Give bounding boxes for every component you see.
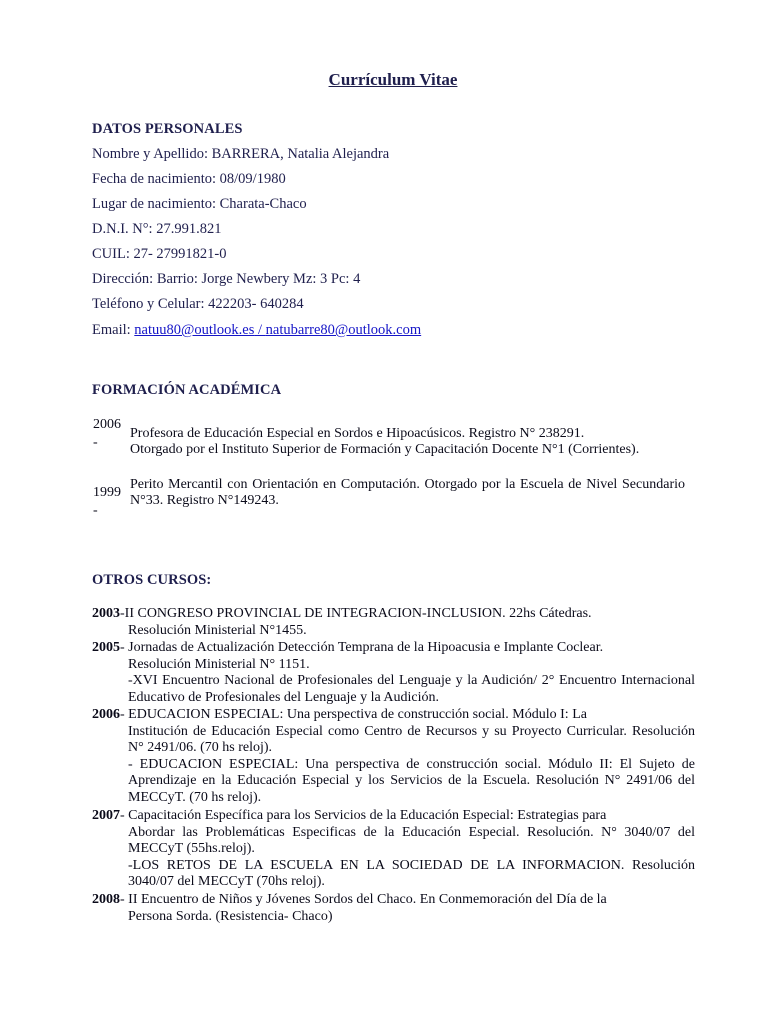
course-first-line xyxy=(92,892,695,909)
course-continuation-extra: - EDUCACION ESPECIAL: Una perspectiva de construcción social. Módulo II: El Sujeto de Aprendizaje en la Educación Especial y los Servicios de la Escuela. Resolución N° 2491/06 del MECCyT. (70 hs reloj). xyxy=(128,756,695,805)
formacion-year-1999 xyxy=(93,484,121,520)
formacion-item-title: Perito Mercantil con Orientación en Computación. Otorgado por la Escuela de Nivel Secundario N°33. Registro N°149243. xyxy=(130,477,685,508)
cuil-line: CUIL: 27- 27991821-0 xyxy=(92,246,227,262)
telefono-line: Teléfono y Celular: 422203- 640284 xyxy=(92,296,304,312)
dni-line: D.N.I. N°: 27.991.821 xyxy=(92,221,222,237)
section-heading-datos-personales: DATOS PERSONALES xyxy=(92,121,243,137)
section-heading-formacion: FORMACIÓN ACADÉMICA xyxy=(92,382,282,398)
course-item-2008 xyxy=(92,892,695,925)
course-item-2007 xyxy=(92,808,695,891)
course-continuation: Persona Sorda. (Resistencia- Chaco) xyxy=(128,908,333,924)
formacion-item-1999 xyxy=(130,477,685,509)
course-continuation-extra: -XVI Encuentro Nacional de Profesionales del Lenguaje y la Audición/ 2° Encuentro Internacional Educativo de Profesionales del Lenguaje y la Audición. xyxy=(128,673,695,705)
formacion-year-label: 1999 xyxy=(93,485,121,500)
course-first-line xyxy=(92,707,695,724)
course-item-2003 xyxy=(92,606,695,639)
course-title: - EDUCACION ESPECIAL: Una perspectiva de construcción social. Módulo I: La xyxy=(120,707,587,722)
lugar-nacimiento-line: Lugar de nacimiento: Charata-Chaco xyxy=(92,196,307,212)
course-continuation: Institución de Educación Especial como Centro de Recursos y su Proyecto Curricular. Resolución N° 2491/06. (70 hs reloj). xyxy=(128,723,695,756)
direccion-line: Dirección: Barrio: Jorge Newbery Mz: 3 Pc: 4 xyxy=(92,271,361,287)
course-year: 2008 xyxy=(92,892,120,907)
document-title: Currículum Vitae xyxy=(328,70,458,89)
course-title: -II CONGRESO PROVINCIAL DE INTEGRACION-INCLUSION. 22hs Cátedras. xyxy=(120,606,592,621)
course-first-line xyxy=(92,808,695,825)
formacion-item-issuer: Otorgado por el Instituto Superior de Formación y Capacitación Docente N°1 (Corrientes). xyxy=(130,442,640,457)
section-heading-otros-cursos: OTROS CURSOS: xyxy=(92,572,212,588)
course-year: 2005 xyxy=(92,640,120,655)
course-year: 2007 xyxy=(92,808,120,823)
formacion-year-label: 2006 xyxy=(93,417,121,432)
course-item-2006 xyxy=(92,707,695,807)
course-item-2005 xyxy=(92,640,695,706)
formacion-year-2006 xyxy=(93,416,121,452)
formacion-item-title: Profesora de Educación Especial en Sordos e Hipoacúsicos. Registro N° 238291. xyxy=(130,426,585,441)
nombre-line: Nombre y Apellido: BARRERA, Natalia Alejandra xyxy=(92,146,390,162)
fecha-nacimiento-line: Fecha de nacimiento: 08/09/1980 xyxy=(92,171,286,187)
course-continuation-extra: -LOS RETOS DE LA ESCUELA EN LA SOCIEDAD DE LA INFORMACION. Resolución 3040/07 del MECCyT (70hs reloj). xyxy=(128,857,695,890)
email-link-primary[interactable]: natuu80@outlook.es xyxy=(134,322,255,338)
email-label: Email: xyxy=(92,322,131,338)
course-continuation: Resolución Ministerial N° 1151. xyxy=(128,656,310,672)
email-line xyxy=(92,322,421,339)
course-first-line xyxy=(92,606,695,623)
course-first-line xyxy=(92,640,695,657)
formacion-year-dash: - xyxy=(93,435,98,450)
formacion-item-2006 xyxy=(130,426,685,458)
course-title: - Capacitación Específica para los Servicios de la Educación Especial: Estrategias para xyxy=(120,808,607,823)
course-year: 2003 xyxy=(92,606,120,621)
formacion-year-dash: - xyxy=(93,503,98,518)
course-year: 2006 xyxy=(92,707,120,722)
course-continuation: Resolución Ministerial N°1455. xyxy=(128,622,307,638)
course-title: - II Encuentro de Niños y Jóvenes Sordos del Chaco. En Conmemoración del Día de la xyxy=(120,892,607,907)
course-continuation: Abordar las Problemáticas Especificas de la Educación Especial. Resolución. N° 3040/07 del MECCyT (55hs.reloj). xyxy=(128,824,695,857)
email-separator: / xyxy=(254,322,266,338)
email-link-secondary[interactable]: natubarre80@outlook.com xyxy=(265,322,422,338)
course-title: - Jornadas de Actualización Detección Temprana de la Hipoacusia e Implante Coclear. xyxy=(120,640,604,655)
